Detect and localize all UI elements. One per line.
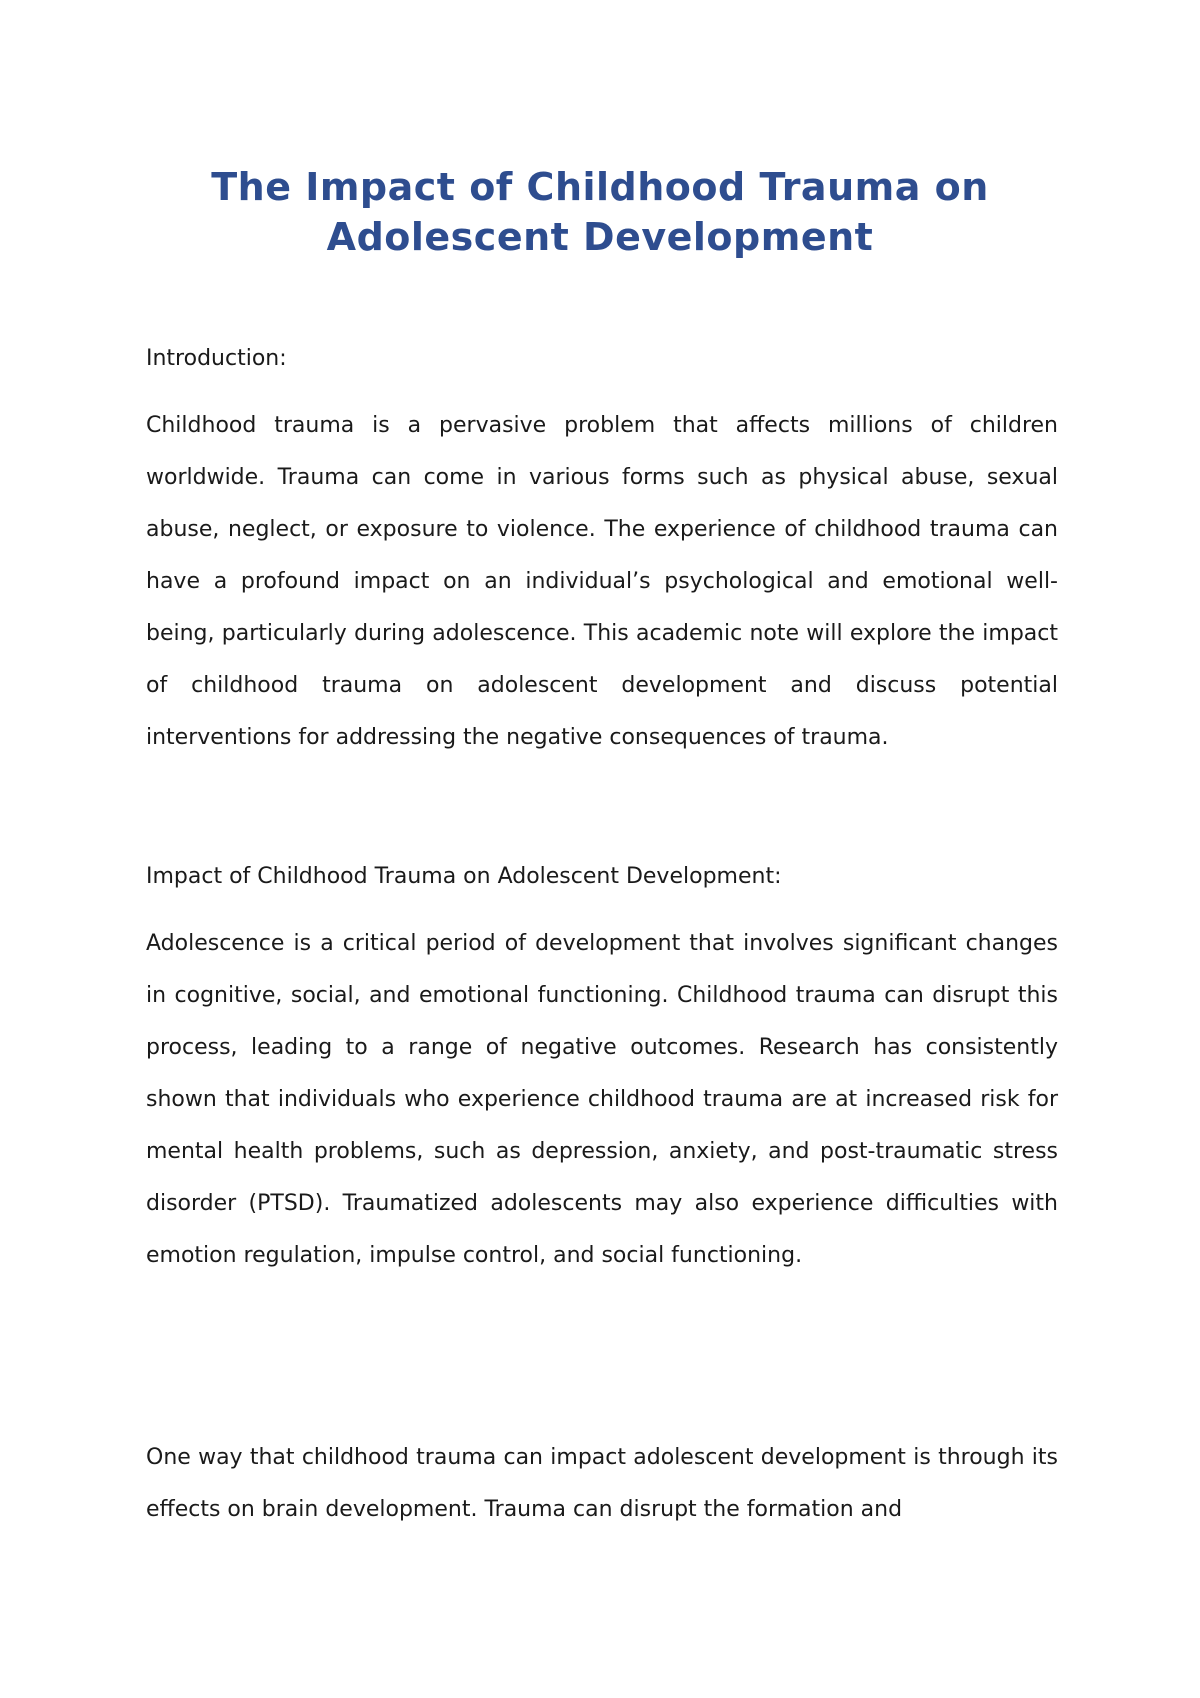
paragraph-impact: Adolescence is a critical period of development that involves significant changes in cognitive, social, and emotional functioning. Childhood trauma can disrupt this process, leading to a range of negative outcomes. Research has consistently shown that individuals who experience childhood trauma are at increased risk for mental health problems, such as depression, anxiety, and post-traumatic stress disorder (PTSD). Traumatized adolescents may also experience difficulties with emotion regulation, impulse control, and social functioning. [146, 931, 1058, 1268]
section-heading-introduction: Introduction: [146, 346, 287, 371]
paragraph-brain-development: One way that childhood trauma can impact adolescent development is through its effects on brain development. Trauma can disrupt the formation and [146, 1445, 1058, 1522]
document-title: The Impact of Childhood Trauma on Adolescent Development [211, 165, 989, 259]
section-heading-impact: Impact of Childhood Trauma on Adolescent Development: [146, 864, 782, 889]
paragraph-introduction: Childhood trauma is a pervasive problem that affects millions of children worldwide. Trauma can come in various forms such as physical abuse, sexual abuse, neglect, or exposure to violence. The experience of childhood trauma can have a profound impact on an individual’s psychological and emotional well-being, particularly during adolescence. This academic note will explore the impact of childhood trauma on adolescent development and discuss potential interventions for addressing the negative consequences of trauma. [146, 413, 1058, 750]
